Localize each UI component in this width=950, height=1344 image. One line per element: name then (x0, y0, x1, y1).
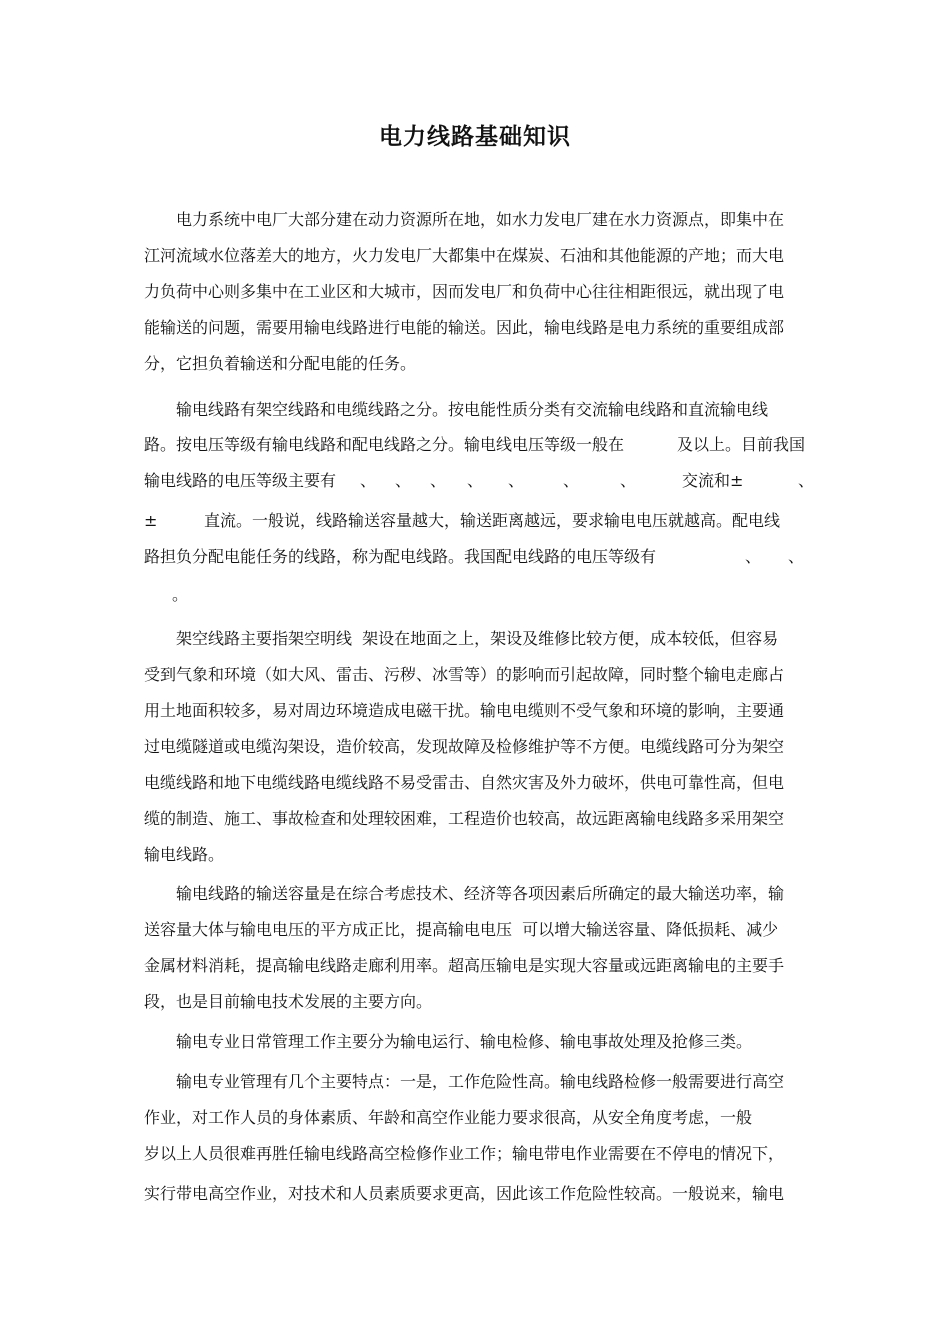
text-run: 缆的制造、施工、事故检查和处理较困难，工程造价也较高，故远距离输电线路多采用架空 (144, 809, 785, 828)
text-run: 用土地面积较多，易对周边环境造成电磁干扰。输电电缆则不受气象和环境的影响，主要通 (144, 701, 785, 720)
text-run: 段，也是目前输电技术发展的主要方向。 (144, 992, 433, 1011)
text-run: 输电专业日常管理工作主要分为输电运行、输电检修、输电事故处理及抢修三类。 (176, 1032, 753, 1051)
paragraph-2-line (0, 581, 950, 609)
text-run: 江河流域水位落差大的地方，火力发电厂大都集中在煤炭、石油和其他能源的产地；而大电 (144, 246, 785, 265)
text-run: 力负荷中心则多集中在工业区和大城市，因而发电厂和负荷中心往往相距很远，就出现了电 (144, 282, 785, 301)
text-run: 路担负分配电能任务的线路，称为配电线路。我国配电线路的电压等级有 (144, 547, 657, 566)
separator: 、 (430, 471, 447, 490)
separator: 、 (798, 471, 815, 490)
separator: 、 (360, 471, 377, 490)
text-run: 路。按电压等级有输电线路和配电线路之分。输电线电压等级一般在 (144, 435, 625, 454)
paragraph-3-line (0, 625, 950, 653)
paragraph-6-line (0, 1180, 950, 1208)
separator: 、 (563, 471, 580, 490)
paragraph-1-line (0, 242, 950, 270)
paragraph-3-line (0, 661, 950, 689)
paragraph-2-line (0, 467, 950, 495)
paragraph-5-line (0, 1028, 950, 1056)
paragraph-2-line (0, 543, 950, 571)
paragraph-4-line (0, 916, 950, 944)
paragraph-3-line (0, 697, 950, 725)
separator: 、 (788, 547, 805, 566)
text-run: 受到气象和环境（如大风、雷击、污秽、冰雪等）的影响而引起故障，同时整个输电走廊占 (144, 665, 785, 684)
text-run: 电缆线路和地下电缆线路电缆线路不易受雷击、自然灾害及外力破坏，供电可靠性高，但电 (144, 773, 785, 792)
text-run: 及以上。目前我国 (677, 435, 806, 454)
text-run: 能输送的问题，需要用输电线路进行电能的输送。因此，输电线路是电力系统的重要组成部 (144, 318, 785, 337)
text-run: 分，它担负着输送和分配电能的任务。 (144, 354, 417, 373)
separator: 、 (395, 471, 412, 490)
separator: 、 (508, 471, 525, 490)
text-run: 直流。一般说，线路输送容量越大，输送距离越远，要求输电电压就越高。配电线 (204, 511, 781, 530)
text-run: 架空线路主要指架空明线 架设在地面之上，架设及维修比较方便，成本较低，但容易 (176, 629, 779, 648)
text-run: 输电专业管理有几个主要特点：一是，工作危险性高。输电线路检修一般需要进行高空 (176, 1072, 785, 1091)
page-title: 电力线路基础知识 (379, 124, 571, 150)
text-run: 电力系统中电厂大部分建在动力资源所在地，如水力发电厂建在水力资源点，即集中在 (176, 210, 785, 229)
text-run: 输电线路的电压等级主要有 (144, 471, 337, 490)
text-run: 送容量大体与输电电压的平方成正比，提高输电电压 可以增大输送容量、降低损耗、减少 (144, 920, 779, 939)
separator: 、 (745, 547, 762, 566)
text-run: 实行带电高空作业，对技术和人员素质要求更高，因此该工作危险性较高。一般说来，输电 (144, 1184, 785, 1203)
paragraph-4-line (0, 880, 950, 908)
paragraph-6-line (0, 1140, 950, 1168)
text-run: 过电缆隧道或电缆沟架设，造价较高，发现故障及检修维护等不方便。电缆线路可分为架空 (144, 737, 785, 756)
separator: 、 (620, 471, 637, 490)
separator: 、 (467, 471, 484, 490)
text-run: ± (144, 511, 158, 530)
paragraph-6-line (0, 1068, 950, 1096)
paragraph-3-line (0, 805, 950, 833)
paragraph-2-line (0, 507, 950, 535)
paragraph-2-line (0, 396, 950, 424)
paragraph-6-line (0, 1104, 950, 1132)
paragraph-1-line (0, 350, 950, 378)
paragraph-4-line (0, 952, 950, 980)
text-run: 。 (172, 585, 189, 604)
paragraph-3-line (0, 841, 950, 869)
text-run: 作业，对工作人员的身体素质、年龄和高空作业能力要求很高，从安全角度考虑，一般 (144, 1108, 753, 1127)
text-run: 交流和± (682, 471, 744, 490)
paragraph-2-line (0, 431, 950, 459)
paragraph-4-line (0, 988, 950, 1016)
text-run: 金属材料消耗，提高输电线路走廊利用率。超高压输电是实现大容量或远距离输电的主要手 (144, 956, 785, 975)
paragraph-1-line (0, 278, 950, 306)
paragraph-3-line (0, 733, 950, 761)
text-run: 岁以上人员很难再胜任输电线路高空检修作业工作；输电带电作业需要在不停电的情况下， (144, 1144, 785, 1163)
text-run: 输电线路的输送容量是在综合考虑技术、经济等各项因素后所确定的最大输送功率，输 (176, 884, 785, 903)
paragraph-1-line (0, 314, 950, 342)
text-run: 输电线路。 (144, 845, 225, 864)
paragraph-3-line (0, 769, 950, 797)
paragraph-1-line (0, 206, 950, 234)
text-run: 输电线路有架空线路和电缆线路之分。按电能性质分类有交流输电线路和直流输电线 (176, 400, 769, 419)
